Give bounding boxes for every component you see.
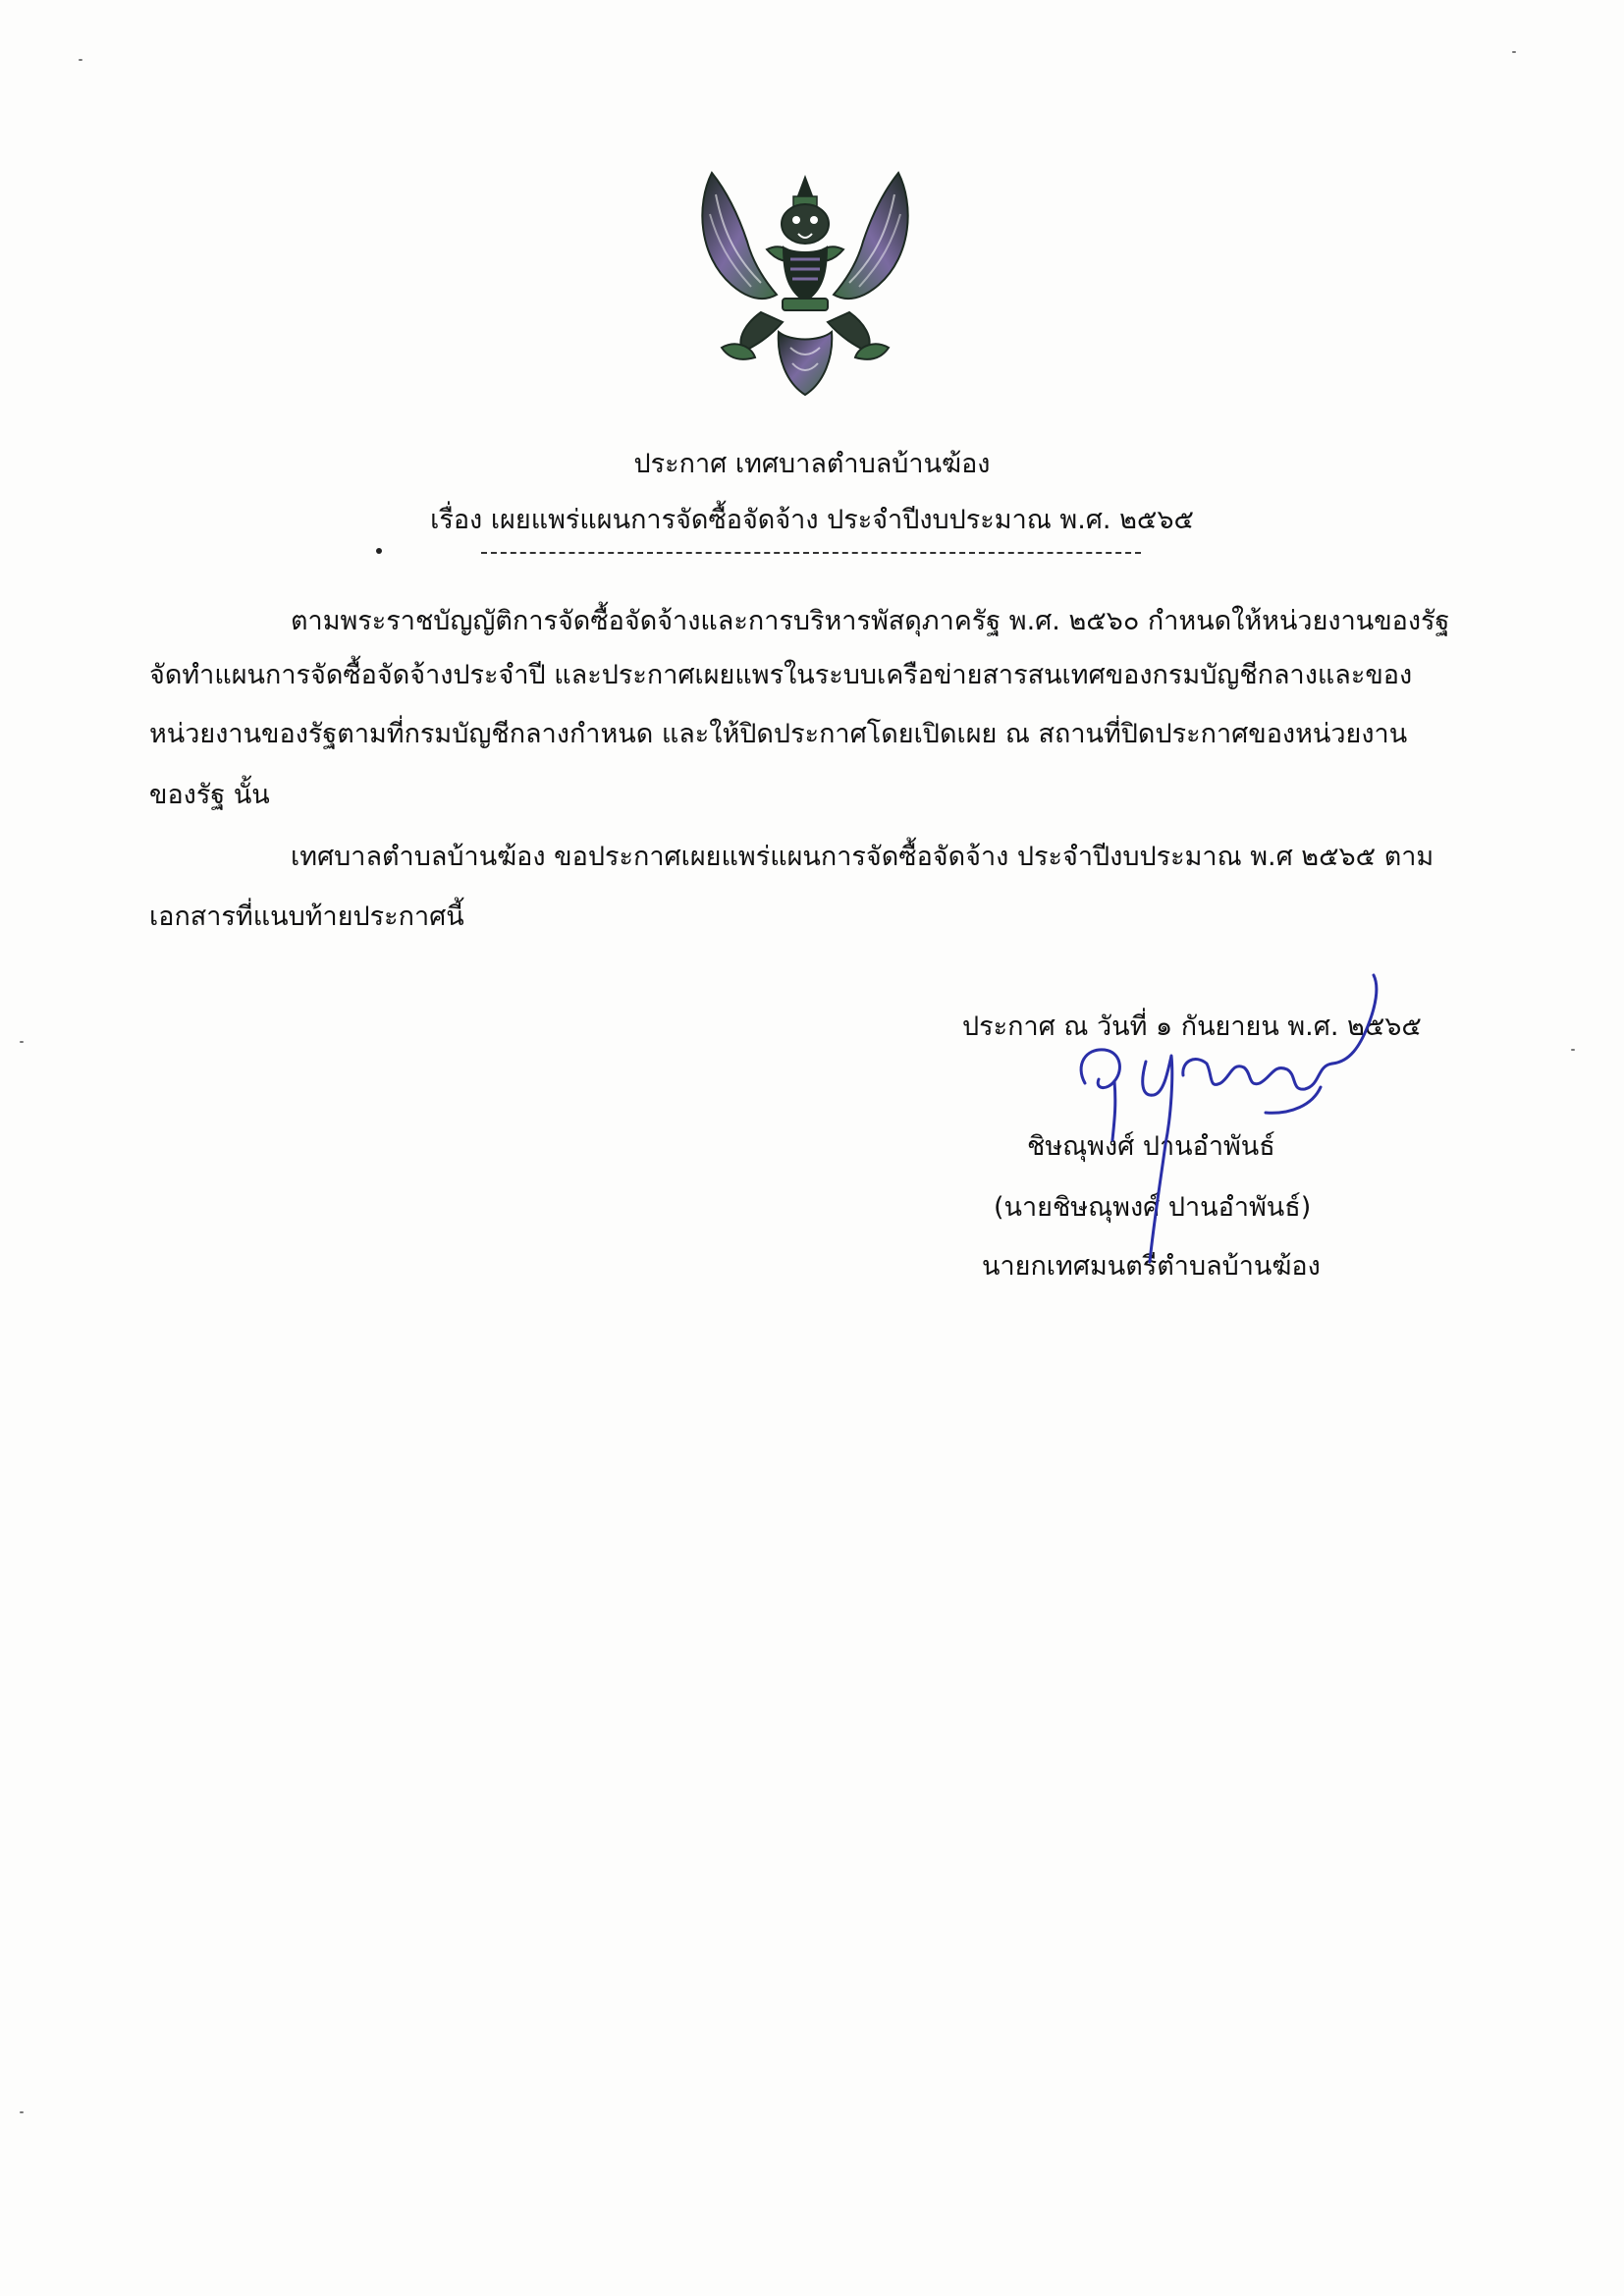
scan-speck [1512, 51, 1516, 53]
paragraph-1-line-4: ของรัฐ นั้น [149, 780, 270, 810]
signer-name: ชิษณุพงศ์ ปานอำพันธ์ [1027, 1131, 1275, 1162]
paragraph-2-line-1: เทศบาลตำบลบ้านฆ้อง ขอประกาศเผยแพร่แผนการจัดซื้อจัดจ้าง ประจำปีงบประมาณ พ.ศ ๒๕๖๕ ตาม [291, 842, 1435, 872]
signer-position: นายกเทศมนตรีตำบลบ้านฆ้อง [982, 1251, 1321, 1282]
handwritten-signature [1056, 967, 1429, 1291]
scan-speck [79, 59, 82, 61]
stray-mark [376, 548, 382, 554]
paragraph-1-line-1: ตามพระราชบัญญัติการจัดซื้อจัดจ้างและการบริหารพัสดุภาครัฐ พ.ศ. ๒๕๖๐ กำหนดให้หน่วยงานของรัฐ [291, 606, 1450, 636]
paragraph-1-line-2: จัดทำแผนการจัดซื้อจัดจ้างประจำปี และประกาศเผยแพรในระบบเครือข่ายสารสนเทศของกรมบัญชีกลางและของ [149, 660, 1413, 690]
paragraph-2-line-2: เอกสารที่แนบท้ายประกาศนี้ [149, 902, 464, 932]
announcement-date: ประกาศ ณ วันที่ ๑ กันยายน พ.ศ. ๒๕๖๕ [962, 1011, 1422, 1042]
signer-full-name: (นายชิษณุพงศ์ ปานอำพันธ์) [994, 1192, 1312, 1223]
garuda-emblem-icon [692, 165, 918, 399]
scan-speck [20, 1041, 24, 1043]
scan-speck [20, 2111, 24, 2113]
announcement-subject: เรื่อง เผยแพร่แผนการจัดซื้อจัดจ้าง ประจำปีงบประมาณ พ.ศ. ๒๕๖๕ [430, 505, 1194, 535]
announcement-title: ประกาศ เทศบาลตำบลบ้านฆ้อง [633, 449, 991, 479]
scan-speck [1571, 1049, 1575, 1051]
dashed-divider [481, 552, 1141, 554]
paragraph-1-line-3: หน่วยงานของรัฐตามที่กรมบัญชีกลางกำหนด และให้ปิดประกาศโดยเปิดเผย ณ สถานที่ปิดประกาศของหน่วยงาน [149, 719, 1408, 749]
